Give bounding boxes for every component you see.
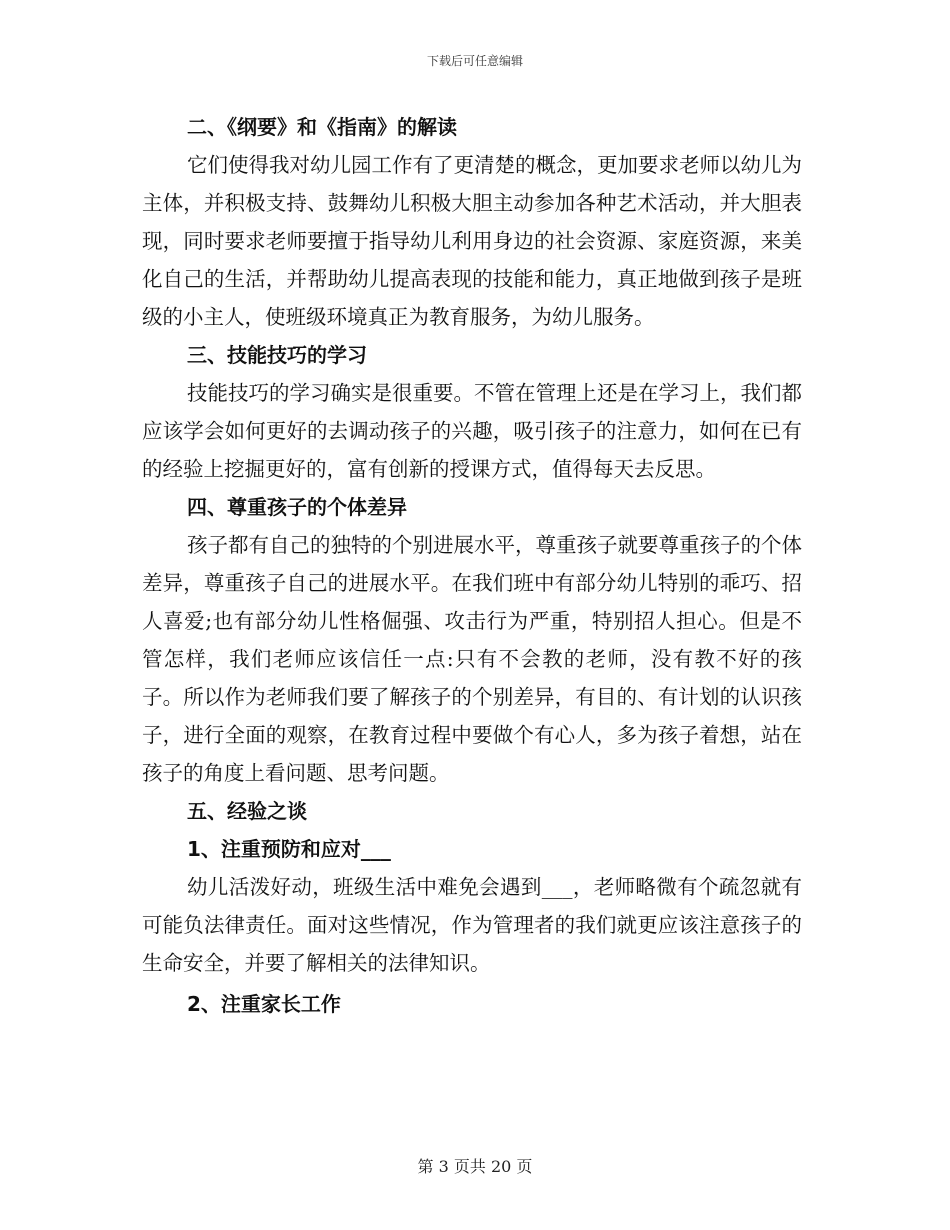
page-number: 第 3 页共 20 页 xyxy=(417,1157,533,1176)
subsection-heading-2: 2、注重家长工作 xyxy=(187,992,341,1016)
subsection-body-1: 幼儿活泼好动，班级生活中难免会遇到___，老师略微有个疏忽就有可能负法律责任。面对这些情况，作为管理者的我们就更应该注意孩子的生命安全，并要了解相关的法律知识。 xyxy=(142,875,802,975)
section-heading-5: 五、经验之谈 xyxy=(187,799,307,823)
section-heading-3: 三、技能技巧的学习 xyxy=(187,343,367,367)
section-heading-4: 四、尊重孩子的个体差异 xyxy=(187,495,407,519)
section-body-2: 它们使得我对幼儿园工作有了更清楚的概念，更加要求老师以幼儿为主体，并积极支持、鼓舞幼儿积极大胆主动参加各种艺术活动，并大胆表现，同时要求老师要擅于指导幼儿利用身边的社会资源、家庭资源，来美化自己的生活，并帮助幼儿提高表现的技能和能力，真正地做到孩子是班级的小主人，使班级环境真正为教育服务，为幼儿服务。 xyxy=(142,153,802,329)
subsection-heading-1: 1、注重预防和应对___ xyxy=(187,837,391,861)
section-heading-2: 二、《纲要》和《指南》的解读 xyxy=(187,115,457,139)
page-header: 下载后可任意编辑 xyxy=(426,54,523,68)
document-body xyxy=(142,108,802,1023)
section-body-4: 孩子都有自己的独特的个别进展水平，尊重孩子就要尊重孩子的个体差异，尊重孩子自己的进展水平。在我们班中有部分幼儿特别的乖巧、招人喜爱;也有部分幼儿性格倔强、攻击行为严重，特别招人担心。但是不管怎样，我们老师应该信任一点:只有不会教的老师，没有教不好的孩子。所以作为老师我们要了解孩子的个别差异，有目的、有计划的认识孩子，进行全面的观察，在教育过程中要做个有心人，多为孩子着想，站在孩子的角度上看问题、思考问题。 xyxy=(142,533,802,785)
section-body-3: 技能技巧的学习确实是很重要。不管在管理上还是在学习上，我们都应该学会如何更好的去调动孩子的兴趣，吸引孩子的注意力，如何在已有的经验上挖掘更好的，富有创新的授课方式，值得每天去反思。 xyxy=(142,381,802,481)
